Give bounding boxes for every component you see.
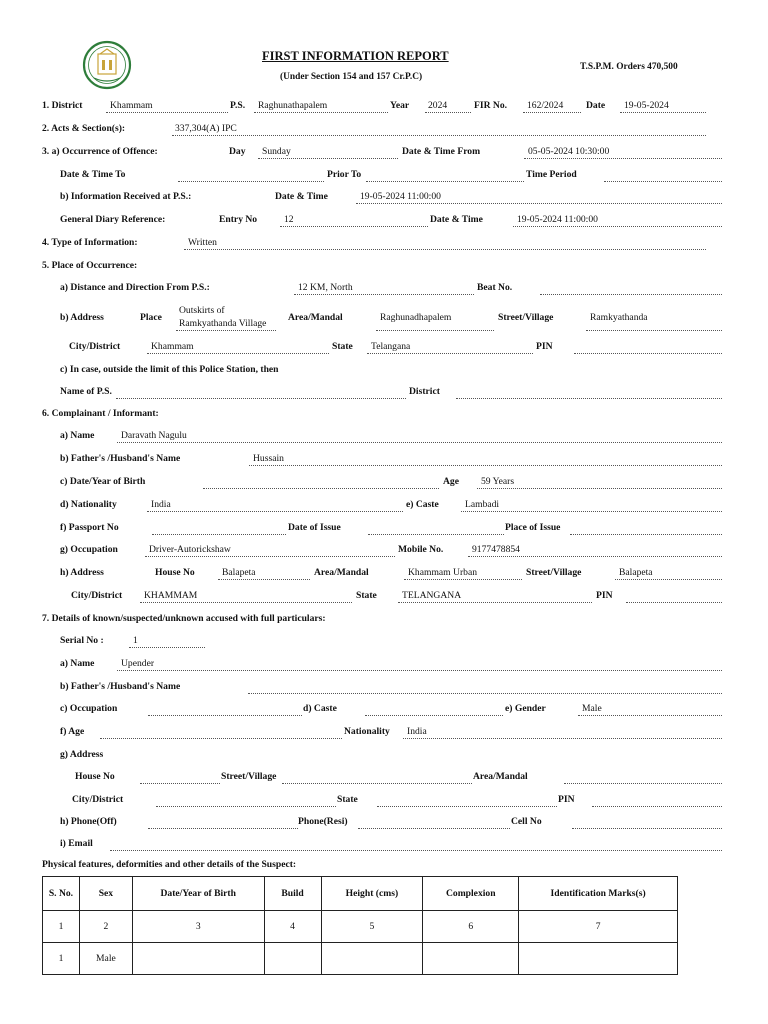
- date-time-to-label: Date & Time To: [60, 169, 126, 180]
- header-cell: Build: [264, 877, 321, 911]
- date-time-from-value: 05-05-2024 10:30:00: [528, 146, 610, 157]
- complainant-state-label: State: [356, 590, 377, 601]
- place-state-label: State: [332, 341, 353, 352]
- place-label: Place: [140, 312, 162, 323]
- table-cell: 1: [43, 943, 80, 975]
- accused-email-label: i) Email: [60, 838, 93, 849]
- header-cell: Sex: [79, 877, 132, 911]
- table-cell: [519, 943, 678, 975]
- accused-phone-resi-label: Phone(Resi): [298, 816, 348, 827]
- table-row: [43, 943, 678, 975]
- serial-no-label: Serial No :: [60, 635, 104, 646]
- accused-occupation-label: c) Occupation: [60, 703, 118, 714]
- column-number: 7: [519, 911, 678, 943]
- column-number: 6: [423, 911, 519, 943]
- table-cell: [321, 943, 423, 975]
- year-label: Year: [390, 100, 410, 111]
- place-area-label: Area/Mandal: [288, 312, 343, 323]
- accused-house-label: House No: [75, 771, 115, 782]
- table-cell: [264, 943, 321, 975]
- distance-label: a) Distance and Direction From P.S.:: [60, 282, 210, 293]
- year-value: 2024: [428, 100, 448, 111]
- fir-value: 162/2024: [527, 100, 564, 111]
- place-state-value: Telangana: [371, 341, 411, 352]
- info-type-label: 4. Type of Information:: [42, 237, 138, 248]
- district-value: Khammam: [110, 100, 153, 111]
- column-number: 3: [132, 911, 264, 943]
- complainant-street-value: Balapeta: [619, 567, 653, 578]
- column-number: 1: [43, 911, 80, 943]
- time-period-label: Time Period: [526, 169, 577, 180]
- accused-street-label: Street/Village: [221, 771, 277, 782]
- distance-value: 12 KM, North: [298, 282, 353, 293]
- complainant-pin-label: PIN: [596, 590, 613, 601]
- accused-name-value: Upender: [121, 658, 155, 669]
- complainant-mobile-value: 9177478854: [472, 544, 520, 555]
- place-of-occurrence-label: 5. Place of Occurrence:: [42, 260, 138, 271]
- complainant-address-label: h) Address: [60, 567, 104, 578]
- accused-details-label: 7. Details of known/suspected/unknown accused with full particulars:: [42, 613, 326, 624]
- ps-value: Raghunathapalem: [258, 100, 328, 111]
- day-value: Sunday: [262, 146, 291, 157]
- header-cell: Date/Year of Birth: [132, 877, 264, 911]
- table-cell: [132, 943, 264, 975]
- complainant-caste-value: Lambadi: [465, 499, 500, 510]
- accused-city-label: City/District: [72, 794, 124, 805]
- general-diary-label: General Diary Reference:: [60, 214, 166, 225]
- accused-name-label: a) Name: [60, 658, 95, 669]
- accused-address-label: g) Address: [60, 749, 104, 760]
- complainant-city-value: KHAMMAM: [144, 590, 198, 601]
- date-value: 19-05-2024: [624, 100, 669, 111]
- complainant-street-label: Street/Village: [526, 567, 582, 578]
- complainant-nationality-label: d) Nationality: [60, 499, 117, 510]
- place-city-label: City/District: [69, 341, 121, 352]
- orders-reference: T.S.P.M. Orders 470,500: [580, 62, 678, 72]
- physical-features-label: Physical features, deformities and other details of the Suspect:: [42, 859, 297, 870]
- acts-value: 337,304(A) IPC: [175, 123, 237, 134]
- table-cell: [423, 943, 519, 975]
- header-cell: Height (cms): [321, 877, 423, 911]
- column-number: 2: [79, 911, 132, 943]
- info-date-time-label: Date & Time: [275, 191, 328, 202]
- complainant-house-value: Balapeta: [222, 567, 256, 578]
- place-line1: Outskirts of: [179, 305, 225, 316]
- column-number: 4: [264, 911, 321, 943]
- complainant-dob-label: c) Date/Year of Birth: [60, 476, 146, 487]
- info-type-value: Written: [188, 237, 217, 248]
- complainant-age-value: 59 Years: [481, 476, 515, 487]
- place-street-value: Ramkyathanda: [590, 312, 648, 323]
- column-number: 5: [321, 911, 423, 943]
- accused-phone-off-label: h) Phone(Off): [60, 816, 117, 827]
- complainant-mobile-label: Mobile No.: [398, 544, 444, 555]
- complainant-occupation-value: Driver-Autorickshaw: [149, 544, 231, 555]
- place-city-value: Khammam: [151, 341, 194, 352]
- complainant-label: 6. Complainant / Informant:: [42, 408, 159, 419]
- place-area-value: Raghunadhapalem: [380, 312, 452, 323]
- complainant-name-value: Daravath Nagulu: [121, 430, 187, 441]
- accused-age-label: f) Age: [60, 726, 85, 737]
- table-cell: Male: [79, 943, 132, 975]
- accused-cell-label: Cell No: [511, 816, 542, 827]
- info-date-time-value: 19-05-2024 11:00:00: [360, 191, 441, 202]
- accused-father-label: b) Father's /Husband's Name: [60, 681, 181, 692]
- passport-issue-place-label: Place of Issue: [505, 522, 561, 533]
- header-cell: Identification Marks(s): [519, 877, 678, 911]
- outside-district-label: District: [409, 386, 440, 397]
- complainant-father-value: Hussain: [253, 453, 284, 464]
- header-cell: Complexion: [423, 877, 519, 911]
- entry-no-label: Entry No: [219, 214, 258, 225]
- header-cell: S. No.: [43, 877, 80, 911]
- complainant-house-label: House No: [155, 567, 195, 578]
- date-label: Date: [586, 100, 606, 111]
- complainant-state-value: TELANGANA: [402, 590, 462, 601]
- complainant-father-label: b) Father's /Husband's Name: [60, 453, 181, 464]
- passport-issue-date-label: Date of Issue: [288, 522, 341, 533]
- accused-nationality-label: Nationality: [344, 726, 390, 737]
- complainant-occupation-label: g) Occupation: [60, 544, 118, 555]
- serial-no-value: 1: [133, 635, 138, 646]
- accused-state-label: State: [337, 794, 358, 805]
- state-emblem-icon: [82, 40, 132, 90]
- complainant-caste-label: e) Caste: [406, 499, 439, 510]
- physical-features-table: [42, 876, 678, 975]
- outside-limit-label: c) In case, outside the limit of this Police Station, then: [60, 364, 279, 375]
- accused-gender-label: e) Gender: [505, 703, 546, 714]
- table-header-row: [43, 877, 678, 911]
- complainant-nationality-value: India: [151, 499, 171, 510]
- report-title: FIRST INFORMATION REPORT: [262, 49, 449, 63]
- accused-nationality-value: India: [407, 726, 427, 737]
- complainant-area-label: Area/Mandal: [314, 567, 369, 578]
- info-received-label: b) Information Received at P.S.:: [60, 191, 192, 202]
- occurrence-label: 3. a) Occurrence of Offence:: [42, 146, 158, 157]
- passport-label: f) Passport No: [60, 522, 119, 533]
- complainant-age-label: Age: [443, 476, 459, 487]
- accused-pin-label: PIN: [558, 794, 575, 805]
- column-number-row: [43, 911, 678, 943]
- accused-area-label: Area/Mandal: [473, 771, 528, 782]
- accused-gender-value: Male: [582, 703, 602, 714]
- address-label: b) Address: [60, 312, 104, 323]
- accused-caste-label: d) Caste: [303, 703, 337, 714]
- complainant-area-value: Khammam Urban: [408, 567, 478, 578]
- place-street-label: Street/Village: [498, 312, 554, 323]
- prior-to-label: Prior To: [327, 169, 362, 180]
- place-pin-label: PIN: [536, 341, 553, 352]
- fir-label: FIR No.: [474, 100, 508, 111]
- acts-label: 2. Acts & Section(s):: [42, 123, 126, 134]
- gd-date-time-value: 19-05-2024 11:00:00: [517, 214, 598, 225]
- complainant-name-label: a) Name: [60, 430, 95, 441]
- date-time-from-label: Date & Time From: [402, 146, 481, 157]
- report-subtitle: (Under Section 154 and 157 Cr.P.C): [280, 72, 423, 82]
- place-line2: Ramkyathanda Village: [179, 318, 267, 329]
- day-label: Day: [229, 146, 246, 157]
- beat-no-label: Beat No.: [477, 282, 513, 293]
- ps-label: P.S.: [230, 100, 246, 111]
- complainant-city-label: City/District: [71, 590, 123, 601]
- gd-date-time-label: Date & Time: [430, 214, 483, 225]
- district-label: 1. District: [42, 100, 83, 111]
- entry-no-value: 12: [284, 214, 294, 225]
- outside-ps-name-label: Name of P.S.: [60, 386, 112, 397]
